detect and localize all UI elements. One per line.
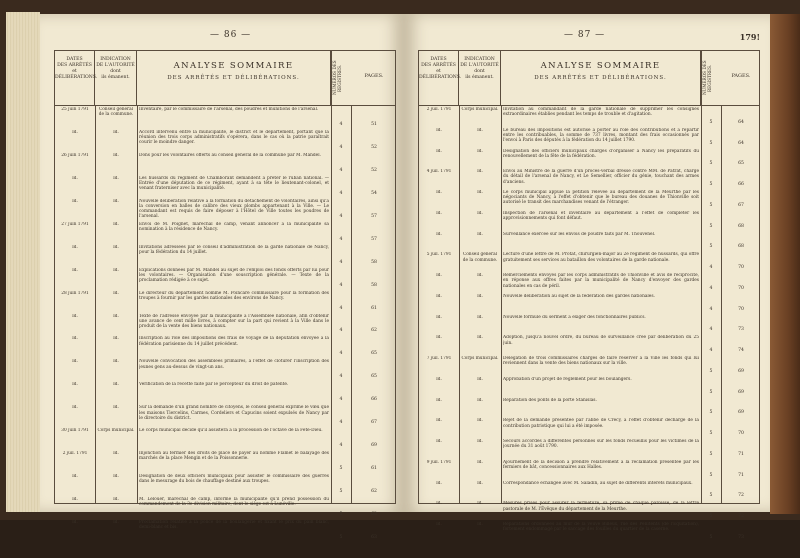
register-number: 4 [709, 306, 713, 312]
date-cell: Id. [72, 336, 78, 342]
authority-cell: Id. [113, 198, 119, 204]
authority-cell: Id. [477, 418, 483, 424]
authority-cell: Id. [113, 520, 119, 526]
table-row [419, 128, 759, 149]
summary-text: M. Lelouer, maréchal de camp, informe la municipalité qu'il prend possession du commandement de la 3e division militaire, dont le siège est à Lunéville. [139, 497, 329, 508]
table-row [419, 522, 759, 543]
authority-cell: Id. [477, 522, 483, 528]
date-cell: Id. [436, 480, 442, 486]
summary-text: Le corps municipal appuie la pétition relevée au département de la Meurthe par les négociants de Nancy, à l'effet d'obtenir que le bureau des douanes de Thionville soit autorisé le transit des marchandises venant de l'étranger. [503, 190, 699, 206]
summary-text: Surveillance exercée sur les envois de poudre faits par M. Thouvenel. [503, 231, 656, 237]
summary-text: Accord intervenu entre la municipalité, le district et le département, portant que la réunion des trois corps administratifs s'opérera, dans le cas où la patrie paraîtrait courir le moindre danger. [139, 129, 329, 146]
page-number: — 87 — [564, 30, 606, 40]
register-number: 4 [339, 328, 343, 334]
table-body [55, 107, 395, 540]
register-number: 4 [339, 213, 343, 219]
authority-cell: Id. [113, 221, 119, 227]
page-reference: 58 [371, 259, 377, 265]
date-cell: Id. [436, 501, 442, 507]
date-cell: Id. [436, 439, 442, 445]
page-reference: 65 [738, 161, 744, 167]
register-number: 4 [339, 397, 343, 403]
date-cell: Id. [436, 335, 442, 341]
date-cell: Id. [72, 129, 78, 135]
table-row [55, 428, 395, 451]
register-number: 4 [709, 285, 713, 291]
table-row [55, 222, 395, 245]
register-number: 4 [709, 327, 713, 333]
summary-text: Invitation au commandant de la garde nationale de supprimer les consignes extraordinaires établies pendant les temps de trouble et d'agitation. [503, 107, 699, 118]
date-cell: 2 juil. 1791 [62, 451, 88, 457]
authority-cell: Id. [113, 359, 119, 365]
register-number: 5 [709, 161, 713, 167]
summary-text: Le corps municipal décide qu'il assistera à la procession de l'octave de la Fête-Dieu. [139, 428, 323, 434]
page-reference: 70 [738, 431, 744, 437]
register-number: 4 [339, 305, 343, 311]
page-reference: 63 [371, 534, 377, 540]
date-cell: Id. [72, 198, 78, 204]
authority-cell: Id. [477, 335, 483, 341]
date-cell: 26 juin 1791 [61, 152, 89, 158]
header-title: ANALYSE SOMMAIRE DES ARRÊTÉS ET DÉLIBÉRATIONS. [501, 51, 701, 105]
page-reference: 64 [738, 119, 744, 125]
date-cell: 27 juin 1791 [61, 221, 89, 227]
date-cell: Id. [72, 267, 78, 273]
header-register-numbers: NUMÉROS DES REGISTRES. [701, 51, 721, 105]
page-reference: 70 [738, 265, 744, 271]
summary-text: Délégation de trois commissaires chargés de faire réserver à la Ville les fonds qui lui reviennent dans la vente des biens nationaux sur la ville. [503, 356, 699, 367]
authority-cell: Id. [477, 169, 483, 175]
date-cell: Id. [436, 210, 442, 216]
page-reference: 54 [371, 190, 377, 196]
summary-text: Désignation des officiers municipaux chargés d'organiser à Nancy les préparatifs du renouvellement de la fête de la fédération. [503, 148, 699, 159]
page-edges-left [6, 12, 40, 512]
register-table [418, 50, 760, 540]
authority-cell: Id. [477, 459, 483, 465]
summary-text: Explications données par M. Mandel au sujet de l'emploi des fonds offerts par lui pour les volontaires. — Organisation d'une souscription générale. — Texte de la proclamation rédigée à ce sujet. [139, 267, 329, 284]
page-reference: 71 [738, 472, 744, 478]
summary-text: Le bureau des impositions est autorisé à porter au rôle des contributions et à répartir entre les contribuables, la somme de 737 livres, montant des frais occasionnés par l'envoi à Paris des députés à la fédération du 14 juillet 1790. [503, 127, 699, 144]
authority-cell: Id. [477, 231, 483, 237]
authority-cell: Id. [113, 152, 119, 158]
table-row [419, 439, 759, 460]
page-reference: 62 [371, 328, 377, 334]
table-row [419, 460, 759, 481]
authority-cell: Id. [477, 190, 483, 196]
authority-cell: Id. [113, 129, 119, 135]
left-page [40, 14, 404, 540]
page-reference: 67 [738, 202, 744, 208]
summary-text: Réparation des ponts de la porte Stanislas. [503, 397, 597, 403]
table-row [419, 398, 759, 419]
authority-cell: Id. [477, 314, 483, 320]
register-number: 5 [709, 431, 713, 437]
register-number: 5 [339, 512, 343, 518]
register-number: 5 [709, 534, 713, 540]
date-cell: Id. [436, 293, 442, 299]
page-reference: 62 [371, 489, 377, 495]
table-body [419, 107, 759, 540]
summary-text: Le directeur du département nomme M. Poincaré commissaire pour la formation des troupes à fournir par les gardes nationales des environs de Nancy. [139, 290, 329, 301]
summary-text: Lecture d'une lettre de M. Protat, chirurgien-major au 2e régiment de hussards, qui offre gratuitement ses services au bataillon des volontaires de la garde nationale. [503, 252, 699, 263]
authority-cell: Id. [477, 397, 483, 403]
summary-text: Vérification de la recette faite par le percepteur du droit de patente. [139, 382, 289, 388]
header-dates: DATES DES ARRÊTÉS et DÉLIBÉRATIONS. [55, 51, 95, 105]
page-reference: 73 [738, 327, 744, 333]
table-row [55, 291, 395, 314]
summary-text: Injonction au fermier des droits de place de payer au nommé Flamet le balayage des marchés de la place Mengin et de la Poissonnerie. [139, 451, 329, 462]
authority-cell: Conseil général de la commune. [98, 107, 134, 118]
register-number: 4 [339, 282, 343, 288]
register-number: 4 [339, 144, 343, 150]
register-number: 4 [709, 265, 713, 271]
table-row [419, 107, 759, 128]
date-cell: Id. [72, 244, 78, 250]
summary-text: Remerciements envoyés par les corps administratifs de Thionville et avis de réciprocité, en réponse aux offres faites par la municipalité de Nancy d'envoyer des gardes nationales en cas de péril. [503, 273, 699, 289]
register-number: 5 [709, 140, 713, 146]
date-cell: 4 juil. 1791 [426, 169, 452, 175]
table-row [55, 405, 395, 428]
summary-text: Envoi de M. Poignet, maréchal de camp, venant annoncer à la municipalité sa nomination à la résidence de Nancy. [139, 221, 329, 232]
authority-cell: Id. [113, 336, 119, 342]
table-header [419, 51, 759, 106]
table-row [55, 245, 395, 268]
register-number: 5 [339, 466, 343, 472]
page-reference: 61 [371, 466, 377, 472]
register-number: 5 [709, 493, 713, 499]
register-number: 4 [339, 351, 343, 357]
authority-cell: Corps municipal. [97, 428, 135, 434]
table-row [55, 176, 395, 199]
authority-cell: Id. [477, 273, 483, 279]
page-reference: 51 [371, 121, 377, 127]
date-cell: Id. [436, 148, 442, 154]
summary-text: Envoi au Ministre de la guerre d'un procès-verbal dressé contre MM. de Patrat, chargé du détail de l'arsenal de Nancy, et Le Semellier, officier du génie, touchant des armes d'anciens. [503, 169, 699, 185]
summary-text: Adoption, jusqu'à nouvel ordre, du bureau de surveillance créé par délibération du 25 juin. [503, 335, 699, 346]
header-pages: PAGES. [364, 73, 384, 79]
register-number: 4 [339, 374, 343, 380]
authority-cell: Id. [113, 313, 119, 319]
summary-text: Sur la demande d'un grand nombre de citoyens, le conseil général exprime le vœu que les maisons Tiercelins, Carmes, Cordeliers et Capucins soient expulsés de Nancy par le directoire du district. [139, 405, 329, 421]
register-number: 5 [709, 202, 713, 208]
register-number: 5 [709, 472, 713, 478]
summary-text: Les hussards du régiment de Chamborant demandent à prêter le ruban national. — Entrée d'une députation de ce régiment, ayant à sa tête le lieutenant-colonel, et venant fraterniser avec la municipalité. [139, 175, 329, 192]
summary-text: Nouvelle formule du serment à exiger des fonctionnaires publics. [503, 314, 646, 320]
authority-cell: Id. [477, 376, 483, 382]
register-number: 5 [709, 368, 713, 374]
date-cell: 7 juil. 1791 [426, 356, 452, 362]
register-number: 5 [709, 182, 713, 188]
summary-text: Inventaire, par le commissaire de l'arsenal, des poudres et munitions de l'arsenal. [139, 107, 319, 112]
summary-text: Approbation d'un projet de règlement pour les boulangers. [503, 376, 632, 382]
table-row [419, 481, 759, 502]
header-register-numbers: NUMÉROS DES REGISTRES. [331, 51, 351, 105]
authority-cell: Id. [113, 474, 119, 480]
summary-text: Correspondance échangée avec M. Saladin, au sujet de différents intérêts municipaux. [503, 480, 693, 486]
book-cover-edge [770, 14, 800, 514]
register-number: 4 [339, 167, 343, 173]
table-row [55, 497, 395, 520]
table-row [419, 211, 759, 232]
authority-cell: Corps municipal. [461, 107, 499, 112]
page-number: — 86 — [210, 30, 252, 40]
table-row [55, 359, 395, 382]
summary-text: Ajournement de la décision à prendre relativement à la réclamation présentée par les fermiers de bât, concessionnaires aux Halles. [503, 459, 699, 471]
date-cell: Id. [72, 175, 78, 181]
table-row [419, 377, 759, 398]
authority-cell: Id. [113, 175, 119, 181]
page-reference: 73 [738, 534, 744, 540]
date-cell: Id. [436, 314, 442, 320]
table-header [55, 51, 395, 106]
date-cell: Id. [436, 522, 442, 528]
page-reference: 58 [371, 282, 377, 288]
register-number: 4 [339, 121, 343, 127]
register-table [54, 50, 396, 540]
summary-text: Mesures prises pour assurer la fermeture, sa prime de chaque paroisse, de la lettre pastorale de M. l'Évêque du département de la Meurthe. [503, 501, 699, 512]
table-row [55, 451, 395, 474]
summary-text: Nouvelle convocation des assemblées primaires, à l'effet de clôturer l'inscription des jeunes gens au-dessus de vingt-un ans. [139, 359, 329, 370]
table-row [419, 501, 759, 522]
table-row [55, 520, 395, 543]
register-number: 4 [339, 443, 343, 449]
page-reference: 52 [371, 144, 377, 150]
table-row [419, 149, 759, 170]
authority-cell: Id. [477, 210, 483, 216]
register-number: 5 [709, 119, 713, 125]
date-cell: Id. [436, 127, 442, 133]
table-row [55, 153, 395, 176]
date-cell: Id. [72, 313, 78, 319]
register-number: 5 [709, 389, 713, 395]
page-reference: 61 [371, 305, 377, 311]
authority-cell: Id. [477, 501, 483, 507]
date-cell: Id. [72, 382, 78, 388]
page-reference: 66 [738, 182, 744, 188]
header-pages: PAGES. [731, 73, 751, 79]
summary-text: Nouvelle délibération au sujet de la fédération des gardes nationales. [503, 293, 655, 299]
authority-cell: Id. [113, 382, 119, 388]
date-cell: Id. [436, 231, 442, 237]
header-title: ANALYSE SOMMAIRE DES ARRÊTÉS ET DÉLIBÉRATIONS. [137, 51, 331, 105]
page-reference: 72 [738, 493, 744, 499]
date-cell: 25 juin 1791 [61, 107, 89, 112]
page-reference: 62 [371, 512, 377, 518]
table-row [419, 273, 759, 294]
summary-text: Inscription au rôle des impositions des frais de voyage de la députation envoyée à la fédération parisienne du 14 juillet précédent. [139, 336, 329, 347]
summary-text: Réparations ordonnées au mur de la veuve Billeux, rue des Pénitents (de l'Équitation), fortement endommagé par le saccage des fouilles du quartier de la caserne. [503, 522, 699, 533]
table-row [419, 315, 759, 336]
table-row [55, 336, 395, 359]
page-reference: 74 [738, 348, 744, 354]
register-number: 5 [339, 489, 343, 495]
page-reference: 69 [371, 443, 377, 449]
date-cell: 30 juin 1791 [61, 428, 89, 434]
register-number: 5 [709, 410, 713, 416]
date-cell: Id. [436, 397, 442, 403]
table-row [419, 190, 759, 211]
summary-text: Nouvelle délibération relative à la formation du détachement de volontaires, ainsi qu'à la conversion en balles de calibre des vieux plombs appartenant à la Ville. — Le commandant est requis de faire déposer à l'Hôtel de Ville toutes les poudres de l'arsenal. [139, 198, 329, 220]
date-cell: 28 juin 1791 [61, 290, 89, 296]
date-cell: Id. [436, 273, 442, 279]
register-number: 4 [709, 348, 713, 354]
register-number: 5 [709, 514, 713, 520]
authority-cell: Id. [477, 439, 483, 445]
authority-cell: Id. [113, 497, 119, 503]
register-number: 5 [709, 451, 713, 457]
page-reference: 72 [738, 514, 744, 520]
register-number: 5 [709, 244, 713, 250]
page-reference: 65 [371, 351, 377, 357]
summary-text: Proclamation relative à la police de la boulangerie et fixant le prix du pain blanc, demi-blanc et bis. [139, 520, 329, 531]
authority-cell: Id. [477, 148, 483, 154]
header-authority: INDICATION DE L'AUTORITÉ dont ils émanent. [95, 51, 137, 105]
page-reference: 69 [738, 368, 744, 374]
register-number: 4 [339, 190, 343, 196]
page-reference: 52 [371, 167, 377, 173]
page-reference: 64 [738, 140, 744, 146]
authority-cell: Id. [113, 267, 119, 273]
table-row [419, 252, 759, 273]
date-cell: Id. [72, 474, 78, 480]
header-authority: INDICATION DE L'AUTORITÉ dont ils émanent. [459, 51, 501, 105]
authority-cell: Corps municipal. [461, 356, 499, 362]
authority-cell: Conseil général de la commune. [462, 252, 498, 263]
header-dates: DATES DES ARRÊTÉS et DÉLIBÉRATIONS. [419, 51, 459, 105]
date-cell: Id. [436, 190, 442, 196]
date-cell: Id. [72, 520, 78, 526]
authority-cell: Id. [113, 405, 119, 411]
authority-cell: Id. [113, 290, 119, 296]
summary-text: Invitations adressées par le conseil d'administration de la garde nationale de Nancy, pour la fédération du 14 juillet. [139, 244, 329, 255]
authority-cell: Id. [113, 451, 119, 457]
page-reference: 57 [371, 213, 377, 219]
summary-text: Secours accordés à différentes personnes sur les fonds recueillis pour les victimes de la journée du 31 août 1790. [503, 439, 699, 450]
page-reference: 66 [371, 397, 377, 403]
table-row [55, 199, 395, 222]
register-number: 4 [339, 259, 343, 265]
table-row [419, 232, 759, 253]
authority-cell: Id. [477, 293, 483, 299]
page-reference: 70 [738, 306, 744, 312]
summary-text: Texte de l'adresse envoyée par la municipalité à l'Assemblée nationale, afin d'obtenir une avance de cent mille livres, à compter sur la part qui revient à la Ville dans le produit de la vente des biens nationaux. [139, 313, 329, 329]
table-row [55, 268, 395, 291]
summary-text: Désignation de deux officiers municipaux pour assister le commissaire des guerres dans le mesurage du bois de chauffage destiné aux troupes. [139, 474, 329, 485]
summary-text: Dons pour les volontaires offerts au conseil général de la commune par M. Mandel. [139, 152, 321, 158]
table-row [55, 314, 395, 337]
page-reference: 69 [738, 389, 744, 395]
page-reference: 69 [738, 410, 744, 416]
date-cell: 9 juil. 1791 [426, 459, 452, 465]
date-cell: 2 juil. 1791 [426, 107, 452, 112]
table-row [419, 169, 759, 190]
table-row [55, 382, 395, 405]
page-reference: 71 [738, 451, 744, 457]
table-row [419, 335, 759, 356]
authority-cell: Id. [477, 127, 483, 133]
register-number: 4 [339, 420, 343, 426]
table-row [419, 356, 759, 377]
register-number: 5 [709, 223, 713, 229]
table-row [419, 418, 759, 439]
summary-text: Rejet de la demande présentée par l'abbé de Crécy, à l'effet d'obtenir décharge de la contribution patriotique qui lui a été imposée. [503, 418, 699, 429]
summary-text: Inspection de l'arsenal et inventaire au département à l'effet de compléter les approvisionnements qui font défaut. [503, 210, 699, 221]
page-reference: 67 [371, 420, 377, 426]
authority-cell: Id. [477, 480, 483, 486]
page-reference: 65 [371, 374, 377, 380]
page-reference: 68 [738, 223, 744, 229]
register-number: 5 [339, 534, 343, 540]
table-row [55, 474, 395, 497]
page-reference: 70 [738, 285, 744, 291]
date-cell: Id. [72, 359, 78, 365]
authority-cell: Id. [113, 244, 119, 250]
date-cell: Id. [436, 418, 442, 424]
date-cell: Id. [72, 497, 78, 503]
date-cell: Id. [72, 405, 78, 411]
right-page [404, 14, 770, 540]
page-reference: 68 [738, 244, 744, 250]
table-row [55, 130, 395, 153]
register-number: 4 [339, 236, 343, 242]
folio-number: 179! [739, 32, 760, 42]
table-row [419, 294, 759, 315]
page-reference: 57 [371, 236, 377, 242]
table-row [55, 107, 395, 130]
date-cell: 5 juil. 1791 [426, 252, 452, 258]
date-cell: Id. [436, 376, 442, 382]
